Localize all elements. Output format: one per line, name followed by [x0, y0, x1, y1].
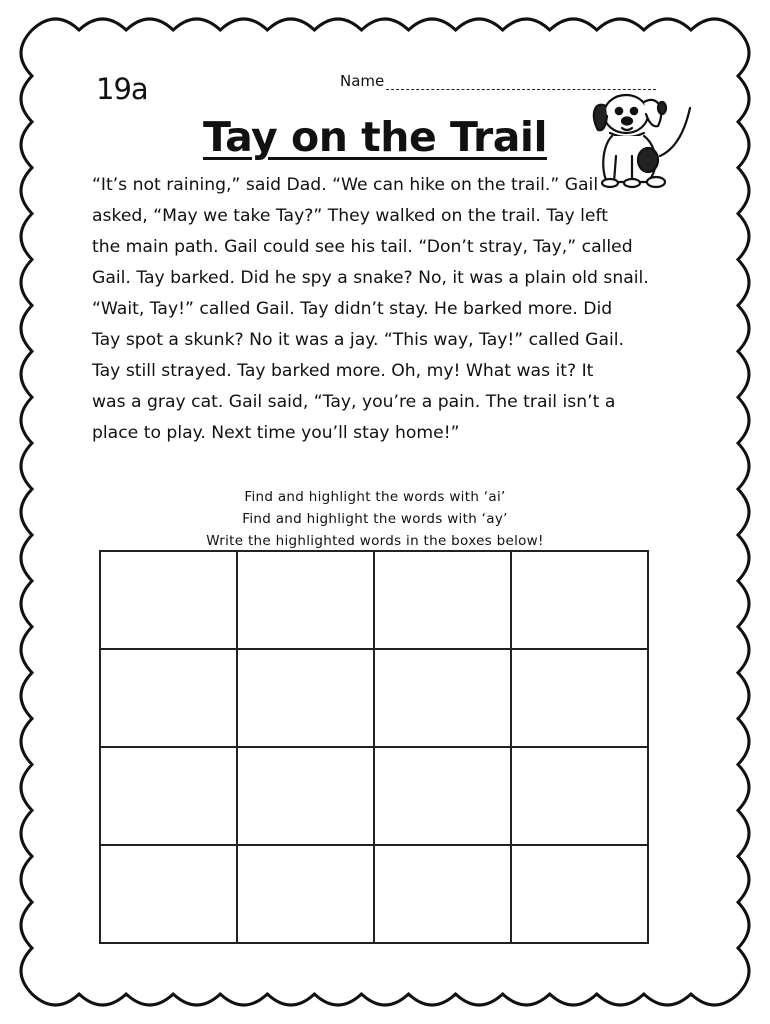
story-line: Gail. Tay barked. Did he spy a snake? No, it was a plain old snail.: [92, 268, 649, 288]
story-line: “Wait, Tay!” called Gail. Tay didn’t stay. He barked more. Did: [92, 299, 613, 319]
answer-grid: [99, 550, 649, 944]
answer-box[interactable]: [237, 649, 374, 747]
answer-box[interactable]: [374, 551, 511, 649]
page-number: 19a: [96, 72, 148, 106]
answer-box[interactable]: [374, 845, 511, 943]
answer-box[interactable]: [100, 649, 237, 747]
answer-box[interactable]: [374, 649, 511, 747]
story-line: asked, “May we take Tay?” They walked on the trail. Tay left: [92, 206, 608, 226]
answer-box[interactable]: [511, 551, 648, 649]
story-line: the main path. Gail could see his tail. “Don’t stray, Tay,” called: [92, 237, 633, 257]
instruction-line: Find and highlight the words with ‘ai’: [244, 489, 506, 505]
answer-box[interactable]: [511, 649, 648, 747]
answer-box[interactable]: [511, 845, 648, 943]
answer-box[interactable]: [511, 747, 648, 845]
answer-box[interactable]: [100, 747, 237, 845]
instruction-line: Write the highlighted words in the boxes below!: [206, 533, 544, 549]
story-line: Tay still strayed. Tay barked more. Oh, my! What was it? It: [92, 361, 594, 381]
worksheet-title: Tay on the Trail: [202, 113, 548, 161]
answer-box[interactable]: [100, 845, 237, 943]
answer-box[interactable]: [237, 747, 374, 845]
story-line: Tay spot a skunk? No it was a jay. “This way, Tay!” called Gail.: [92, 330, 625, 350]
instruction-line: Find and highlight the words with ‘ay’: [242, 511, 508, 527]
answer-box[interactable]: [237, 845, 374, 943]
answer-box[interactable]: [374, 747, 511, 845]
story-text: [92, 170, 652, 449]
story-line: place to play. Next time you’ll stay home!”: [92, 423, 460, 443]
answer-box[interactable]: [237, 551, 374, 649]
answer-box[interactable]: [100, 551, 237, 649]
name-label: Name: [340, 72, 385, 90]
story-line: “It’s not raining,” said Dad. “We can hike on the trail.” Gail: [92, 175, 599, 195]
instructions: [100, 486, 650, 552]
story-line: was a gray cat. Gail said, “Tay, you’re a pain. The trail isn’t a: [92, 392, 616, 412]
